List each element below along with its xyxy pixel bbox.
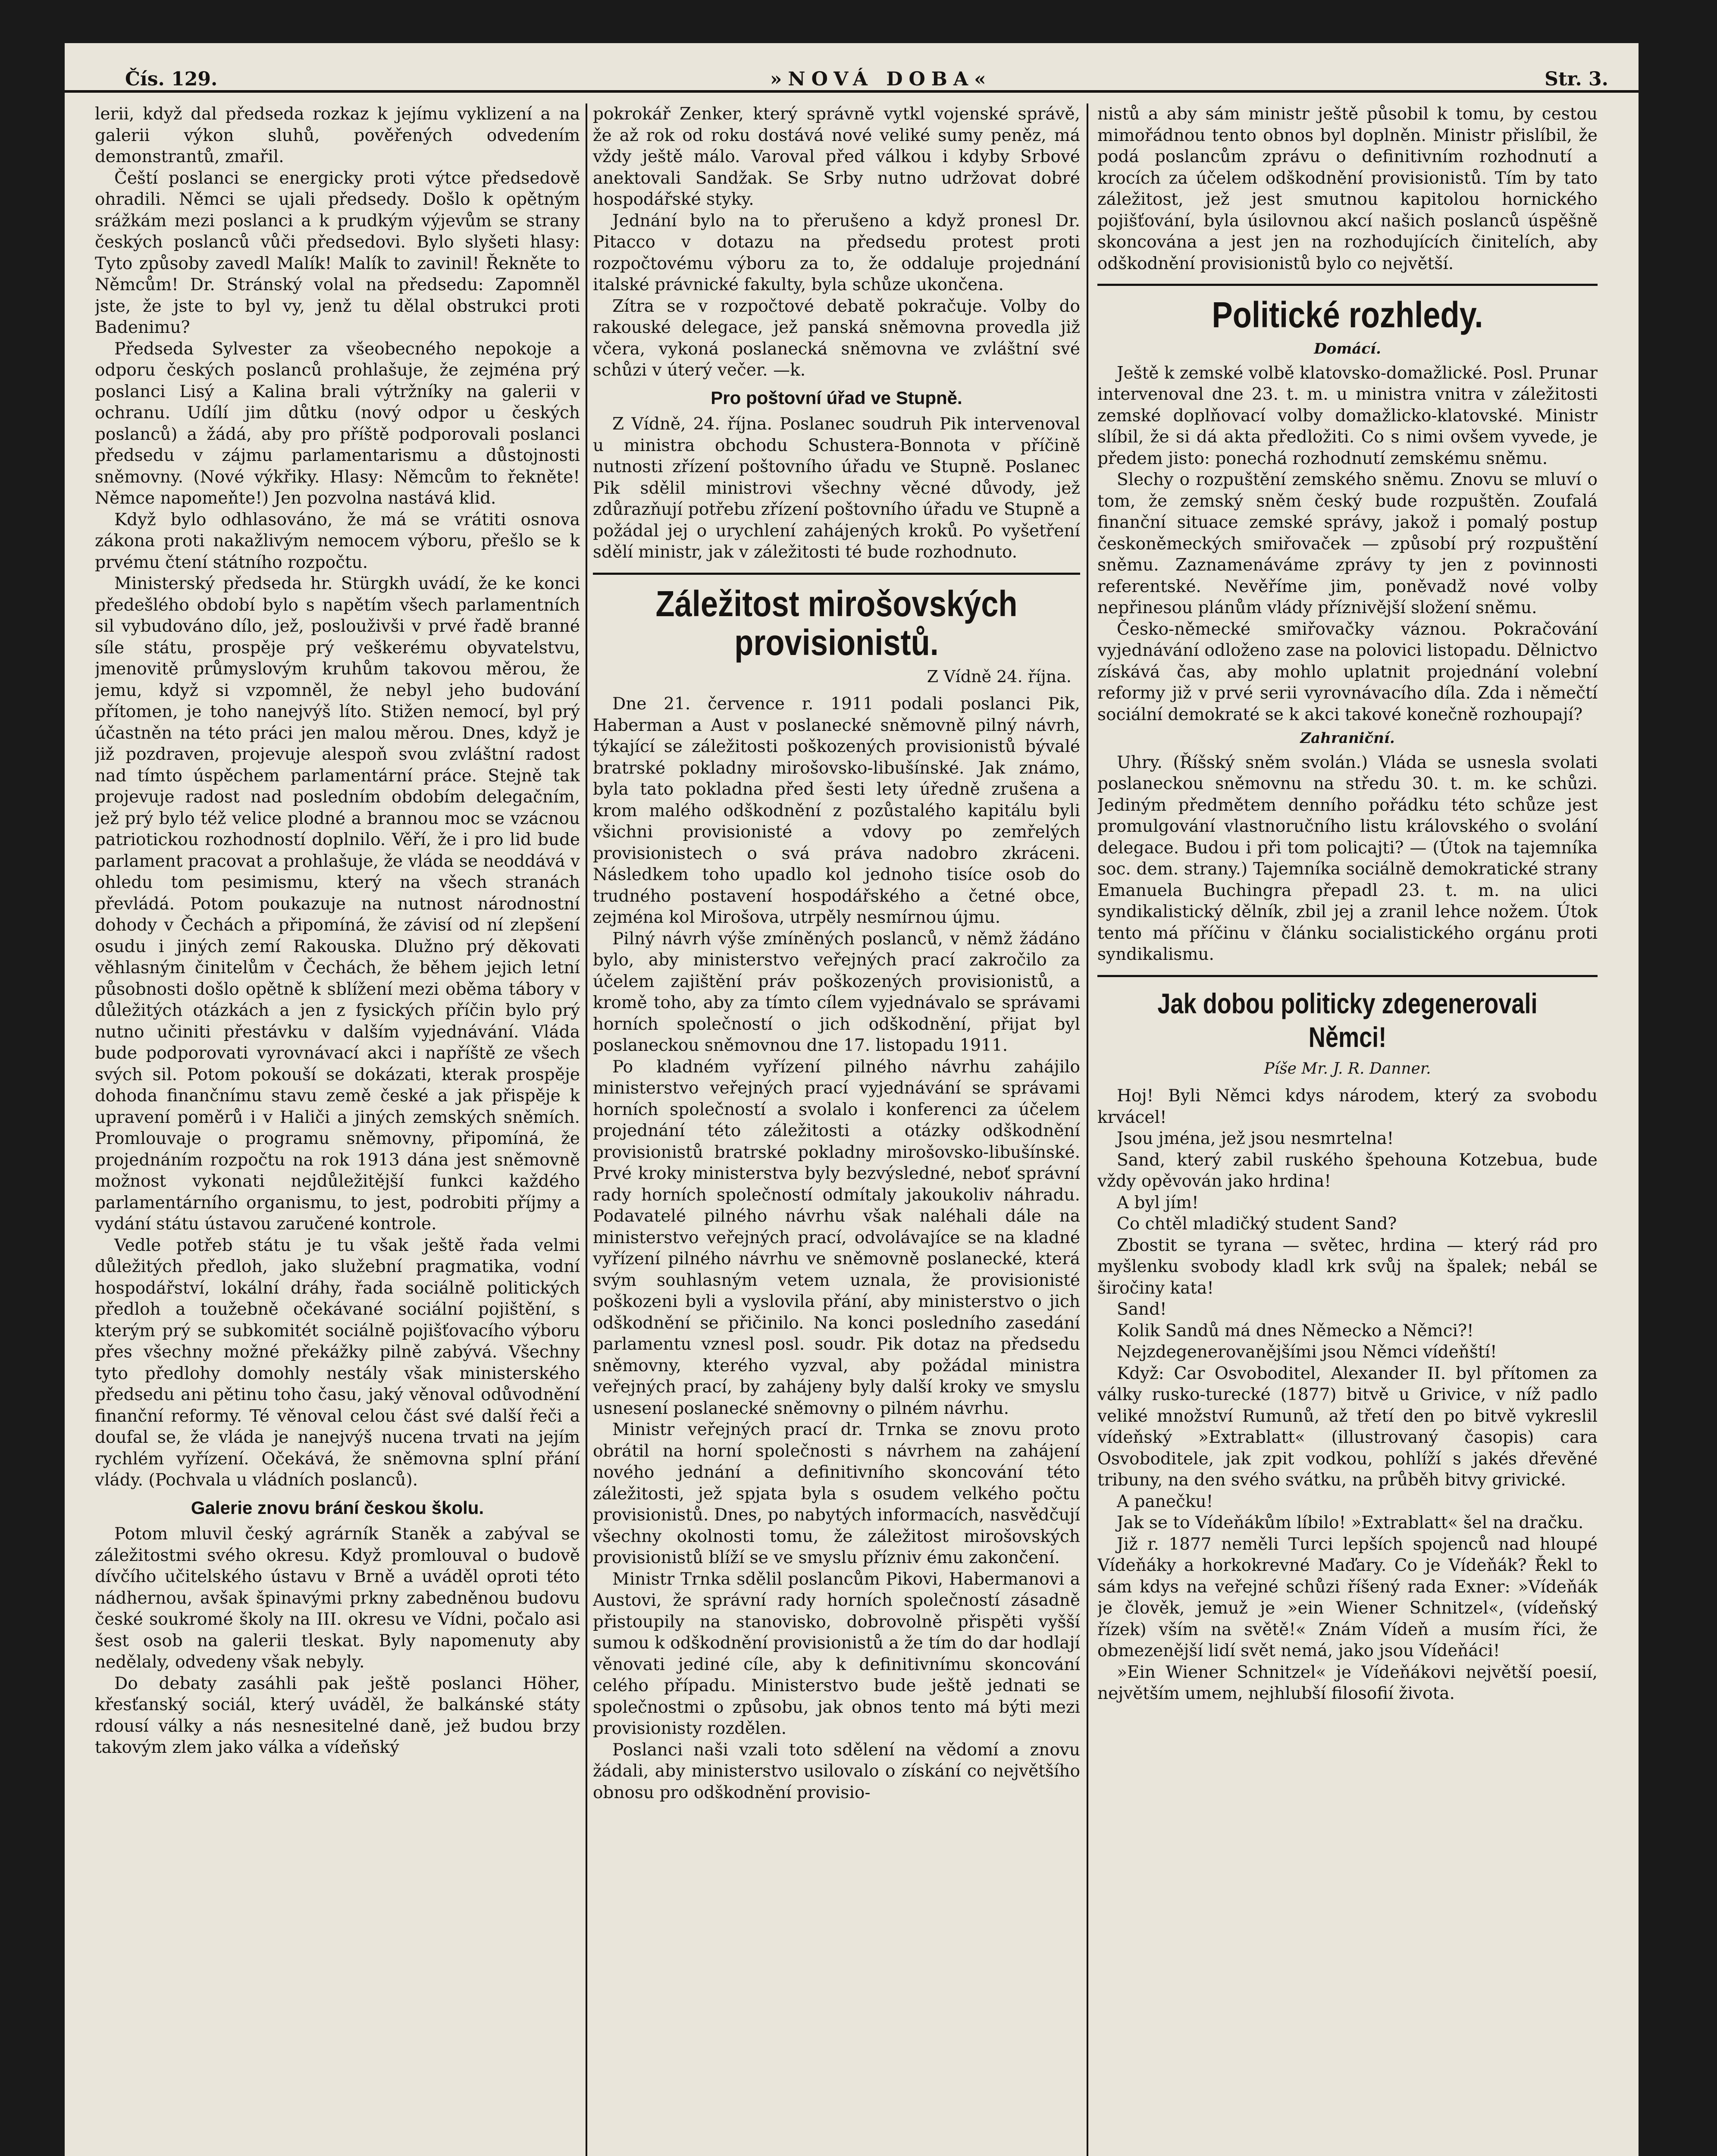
- paragraph: Ještě k zemské volbě klatovsko-domažlické. Posl. Prunar intervenoval dne 23. t. m. u ministra vnitra v záležitosti zemské doplňovací volby domažlicko-klatovské. Ministr slíbil, že si dá akta předložiti. Co s nimi ovšem vyvede, je předem jisto: ponechá rozhodnutí zemskému sněmu.: [1097, 363, 1598, 468]
- section-label-foreign: Zahraniční.: [1300, 730, 1395, 747]
- column-1: [95, 103, 580, 2156]
- masthead-title: »NOVÁ DOBA«: [770, 68, 992, 90]
- section-headline: Politické rozhledy.: [1212, 295, 1483, 335]
- paragraph: Když bylo odhlasováno, že má se vrátiti osnova zákona proti nakažlivým nemocem výboru, přešlo se k prvému čtení státního rozpočtu.: [95, 510, 580, 572]
- page-number: Str. 3.: [1545, 68, 1608, 90]
- paragraph: lerii, když dal předseda rozkaz k jejímu vyklizení a na galerii výkon sluhů, pověřených odvedením demonstrantů, zmařil.: [95, 104, 580, 166]
- paragraph: Potom mluvil český agrárník Staněk a zabýval se záležitostmi svého okresu. Když promlouval o budově dívčího učitelského ústavu v Brně a uváděl oproti této nádhernou, avšak špinavými prkny zabedněnou budovu české soukromé školy na III. okresu ve Vídni, počalo asi šest osob na galerii tleskat. Byly napomenuty aby nedělaly, odvedeny však nebyly.: [95, 1524, 580, 1672]
- paragraph: Předseda Sylvester za všeobecného nepokoje a odporu českých poslanců prohlašuje, že zejména prý poslanci Lisý a Kalina brali výtržníky na galerii v ochranu. Udílí jim důtku (nový odpor u českých poslanců) a žádá, aby pro příště podporovali poslanci předsedu v zájmu parlamentarismu a důstojnosti sněmovny. (Nové výkřiky. Hlasy: Němcům to řekněte! Němce napomeňte!) Jen pozvolna nastává klid.: [95, 339, 580, 508]
- article-headline: Záležitost mirošovských provisionistů.: [655, 583, 1018, 663]
- issue-number: Čís. 129.: [125, 68, 218, 90]
- paragraph: Kolik Sandů má dnes Německo a Němci?!: [1117, 1321, 1474, 1341]
- paragraph: »Ein Wiener Schnitzel« je Vídeňákovi největší poesií, největším umem, nejhlubší filosofií života.: [1097, 1662, 1598, 1703]
- paragraph: Co chtěl mladičký student Sand?: [1117, 1214, 1397, 1234]
- paragraph: Nejzdegenerovanějšími jsou Němci vídeňští!: [1117, 1342, 1497, 1362]
- paragraph: Po kladném vyřízení pilného návrhu zahájilo ministerstvo veřejných prací vyjednávání se správami horních společností a svolalo i konferenci za účelem projednání této záležitosti a otázky odškodnění provisionistů bratrské pokladny mirošovsko-libušínské. Prvé kroky ministerstva byly bezvýsledné, neboť správní rady horních společností odmítaly jakoukoliv náhradu. Podavatelé pilného návrhu však naléhali dále na ministerstvo veřejných prací, odvolávajíce se na kladné vyřízení pilného návrhu ve sněmovně poslanecké, která svým souhlasným vetem uznala, že provisionisté poškozeni byli a vyslovila přání, aby ministerstvo o jich odškodnění se přičinilo. Na konci posledního zasedání parlamentu vznesl posl. soudr. Pik dotaz na předsedu sněmovny, kterého vyzval, aby požádal ministra veřejných prací, by zahájeny byly další kroky ve smyslu usnesení poslanecké sněmovny o pilném návrhu.: [593, 1057, 1080, 1418]
- paragraph: Vedle potřeb státu je tu však ještě řada velmi důležitých předloh, jako služební pragmatika, vodní hospodářství, lokální dráhy, řada sociálně politických předloh a toužebně očekávané sociální pojištění, s kterým prý se subkomitét sociálně pojišťovacího výboru přes všechny možné překážky pilně zabývá. Všechny tyto předlohy domohly nestály však ministerského předsedu ani pětinu toho času, jaký věnoval odůvodnění finanční reformy. Té věnoval celou část své další řeči a doufal se, že vláda je nanejvýš nucena trvati na jejím rychlém vyřízení. Očekává, že sněmovna splní přání vlády. (Pochvala u vládních poslanců).: [95, 1235, 580, 1490]
- paragraph: Do debaty zasáhli pak ještě poslanci Höher, křesťanský sociál, který uváděl, že balkánské státy rdousí války a nás nesnesitelné daně, jež budou brzy takovým zlem jako válka a vídeňský: [95, 1673, 580, 1757]
- paragraph: Česko-německé smiřovačky váznou. Pokračování vyjednávání odloženo zase na polovici listopadu. Dělnictvo získává čas, aby mohlo uplatnit projednání volební reformy již v prvé serii vyrovnávacího díla. Zda i němečtí sociální demokraté se k akci takové konečně rozhoupají?: [1097, 619, 1598, 724]
- paragraph: Slechy o rozpuštění zemského sněmu. Znovu se mluví o tom, že zemský sněm český bude rozpuštěn. Zoufalá finanční situace zemské správy, jakož i pomalý postup českoněmeckých smiřovaček — způsobí prý rozpuštění sněmu. Zaznamenáváme zprávy ty jen z povinnosti referentské. Nevěříme jim, poněvadž nové volby nepřinesou plánům vlády příznivější složení sněmu.: [1097, 470, 1598, 617]
- column-rule: [586, 103, 587, 2156]
- paragraph: nistů a aby sám ministr ještě působil k tomu, by cestou mimořádnou tento obnos byl doplněn. Ministr přislíbil, že podá poslancům zprávu o definitivním rozhodnutí a krocích za účelem odškodnění provisionistů. Tím by tato záležitost, jež jest smutnou kapitolou hornického pojišťování, byla úsilovnou akcí našich poslanců úspěšně skoncována a jest jen na rozhodujících činitelích, aby odškodnění provisionistů bylo co největší.: [1097, 104, 1598, 273]
- column-3: [1097, 103, 1598, 2156]
- paragraph: Jak se to Vídeňákům líbilo! »Extrablatt« šel na dračku.: [1117, 1513, 1584, 1532]
- paragraph: Hoj! Byli Němci kdys národem, který za svobodu krvácel!: [1097, 1086, 1598, 1127]
- article-headline: Jak dobou politicky zdegenerovali Němci!: [1157, 987, 1538, 1053]
- section-label-domestic: Domácí.: [1314, 340, 1381, 357]
- paragraph: Sand!: [1117, 1300, 1167, 1319]
- section-divider: [1097, 284, 1598, 286]
- paragraph: Sand, který zabil ruského špehouna Kotzebua, bude vždy opěvován jako hrdina!: [1097, 1150, 1598, 1191]
- column-2: [593, 103, 1080, 2156]
- section-divider: [593, 573, 1080, 575]
- paragraph: Ministr Trnka sdělil poslancům Pikovi, Habermanovi a Austovi, že správní rady horních společností zásadně přistoupily na stanovisko, dobrovolně přispěti vyšší sumou k odškodnění provisionistů a že tím do dar hodlají věnovati jediné cíle, aby k definitivnímu skoncování celého případu. Ministerstvo bude ještě jednati se společnostmi o způsobu, jak obnos tento má býti mezi provisionisty rozdělen.: [593, 1569, 1080, 1738]
- paragraph: Zbostit se tyrana — světec, hrdina — který rád pro myšlenku svobody kladl krk svůj na špalek; nebál se širočiny kata!: [1097, 1235, 1598, 1298]
- column-rule: [1087, 103, 1088, 2156]
- paragraph: A panečku!: [1117, 1492, 1213, 1511]
- subheading: Pro poštovní úřad ve Stupně.: [711, 387, 962, 408]
- paragraph: pokrokář Zenker, který správně vytkl vojenské správě, že až rok od roku dostává nové veliké sumy peněz, má vždy ještě málo. Varoval před válkou i kdyby Srbové anektovali Sandžak. Se Srby nutno udržovat dobré hospodářské styky.: [593, 104, 1080, 209]
- section-divider: [1097, 975, 1598, 977]
- paragraph: Uhry. (Říšský sněm svolán.) Vláda se usnesla svolati poslaneckou sněmovnu na středu 30. t. m. ke schůzi. Jediným předmětem denního pořádku této schůze jest promulgování vlastnoručního listu královského o svolání delegace. Budou i při tom policajti? — (Útok na tajemníka soc. dem. strany.) Tajemníka sociálně demokratické strany Emanuela Buchingra přepadl 23. t. m. na ulici syndikalistický dělník, zbil jej a zranil lehce nožem. Útok tento má příčinu v článku socialistického orgánu proti syndikalismu.: [1097, 752, 1598, 964]
- paragraph: A byl jím!: [1117, 1193, 1199, 1213]
- paragraph: Dne 21. července r. 1911 podali poslanci Pik, Haberman a Aust v poslanecké sněmovně pilný návrh, týkající se záležitosti poškozených provisionistů bývalé bratrské pokladny mirošovsko-libušínské. Jak známo, byla tato pokladna před šesti lety úředně zrušena a krom malého odškodnění z pozůstalého kapitálu byli všichni provisionisté a vdovy po zemřelých provisionistech o svá práva nadobro zkráceni. Následkem toho upadlo kol jednoho tisíce osob do trudného postavení hospodářského a četné obce, zejména kol Mirošova, utrpěly nesmírnou újmu.: [593, 694, 1080, 927]
- paragraph: Pilný návrh výše zmíněných poslanců, v němž žádáno bylo, aby ministerstvo veřejných prací zakročilo za účelem zajištění práv poškozených provisionistů, a kromě toho, aby za tímto cílem vyjednávalo se správami horních společností o jich odškodnění, přijat byl poslaneckou sněmovnou dne 17. listopadu 1911.: [593, 929, 1080, 1055]
- paragraph: Poslanci naši vzali toto sdělení na vědomí a znovu žádali, aby ministerstvo usilovalo o získání co největšího obnosu pro odškodnění provisio-: [593, 1740, 1080, 1802]
- dateline: Z Vídně 24. října.: [927, 667, 1072, 686]
- paragraph: Jednání bylo na to přerušeno a když pronesl Dr. Pitacco v dotazu na předsedu protest proti rozpočtovému výboru za to, že oddaluje projednání italské právnické fakulty, byla schůze ukončena.: [593, 211, 1080, 295]
- newspaper-page: [65, 43, 1639, 2156]
- subheading: Galerie znovu brání českou školu.: [191, 1497, 484, 1518]
- paragraph: Čeští poslanci se energicky proti výtce předsedově ohradili. Němci se ujali předsedy. Došlo k opětným srážkám mezi poslanci a k prudkým výjevům se strany českých poslanců vůči předsedovi. Bylo slyšeti hlasy: Tyto způsoby zavedl Malík! Malík to zavinil! Řekněte to Němcům! Dr. Stránský volal na předsedu: Zapomněl jste, že jste to byl vy, jenž tu dělal obstrukci proti Badenimu?: [95, 168, 580, 337]
- paragraph: Ministerský předseda hr. Stürgkh uvádí, že ke konci předešlého období bylo s napětím všech parlamentních sil vybudováno dílo, jež, poslouživši v prvé řadě branné síle státu, prospěje prý veškerému obyvatelstvu, jmenovitě průmyslovým kruhům takovou měrou, že jemu, když si vzpomněl, že nebyl jeho budování přítomen, je toho nanejvýš líto. Stižen nemocí, byl prý účastněn na této práci jen malou měrou. Dnes, když je již pozdraven, projevuje alespoň svou zvláštní radost nad tímto úspěchem parlamentární práce. Stejně tak projevuje radost nad posledním obdobím delegačním, jež prý bylo též velice plodné a brannou moc se vzácnou patriotickou rozhodností doplnilo. Věří, že i pro lid bude parlament pracovat a prohlašuje, že vláda se neoddává v ohledu tom pesimismu, který na všech stranách převládá. Potom poukazuje na nutnost národnostní dohody v Čechách a připomíná, že závisí od ní zlepšení osudu i jiných zemí Rakouska. Dlužno prý děkovati věhlasným činitelům v Čechách, že během jejich letní působnosti došlo opětně k sblížení mezi oběma tábory v důležitých otázkách a jen z fysických příčin bylo prý nutno učiniti přestávku v dalším vyjednávání. Vláda bude podporovati vyrovnávací akci i napříště ze všech svých sil. Potom pokouší se dokázati, kterak prospěje dohoda finančnímu stavu země české a jak přispěje k upravení poměrů i v Haliči a jiných zemských sněmích. Promlouvaje o programu sněmovny, připomíná, že projednáním rozpočtu na rok 1913 dána jest sněmovně možnost vykonati nejdůležitější funkci každého parlamentárního organismu, to jest, podrobiti příjmy a vydání státu ústavou zaručené kontrole.: [95, 574, 580, 1234]
- paragraph: Z Vídně, 24. října. Poslanec soudruh Pik intervenoval u ministra obchodu Schustera-Bonnota v příčině nutnosti zřízení poštovního úřadu ve Stupně. Poslanec Pik sdělil ministrovi všechny věcné důvody, jež zdůrazňují potřebu zřízení poštovního úřadu ve Stupně a požádal jej o urychlení zahájených kroků. Po vyšetření sdělí ministr, jak v záležitosti té bude rozhodnuto.: [593, 414, 1080, 562]
- paragraph: Ministr veřejných prací dr. Trnka se znovu proto obrátil na horní společnosti s návrhem na zahájení nového jednání a definitivního skoncování této záležitosti, jež spjata byla s osudem velkého počtu provisionistů. Dnes, po nabytých informacích, nasvědčují všechny okolnosti tomu, že záležitost mirošovských provisionistů blíží se ve smyslu přízniv ému zakončení.: [593, 1420, 1080, 1567]
- paragraph: Již r. 1877 neměli Turci lepších spojenců nad hloupé Vídeňáky a horkokrevné Maďary. Co je Vídeňák? Řekl to sám kdys na veřejné schůzi říšený rada Exner: »Vídeňák je člověk, jemuž je »ein Wiener Schnitzel«, (vídeňský řízek) vším na světě!« Znám Vídeň a musím říci, že obmezenější lidí svět nemá, jako jsou Vídeňáci!: [1097, 1534, 1598, 1661]
- paragraph: Zítra se v rozpočtové debatě pokračuje. Volby do rakouské delegace, jež panská sněmovna provedla již včera, vykoná poslanecká sněmovna ve zvláštní své schůzi v úterý večer. —k.: [593, 296, 1080, 380]
- byline: Píše Mr. J. R. Danner.: [1264, 1059, 1431, 1078]
- paragraph: Když: Car Osvoboditel, Alexander II. byl přítomen za války rusko-turecké (1877) bitvě u Grivice, v níž padlo veliké množství Rumunů, až třetí den po bitvě vykreslil vídeňský »Extrablatt« (illustrovaný časopis) cara Osvoboditele, jak zpit vodkou, pohlíží s jakés dřevěné tribuny, na den svého svátku, na průběh bitvy grivické.: [1097, 1363, 1598, 1490]
- page-header: [65, 43, 1639, 93]
- paragraph: Jsou jména, jež jsou nesmrtelna!: [1117, 1129, 1394, 1148]
